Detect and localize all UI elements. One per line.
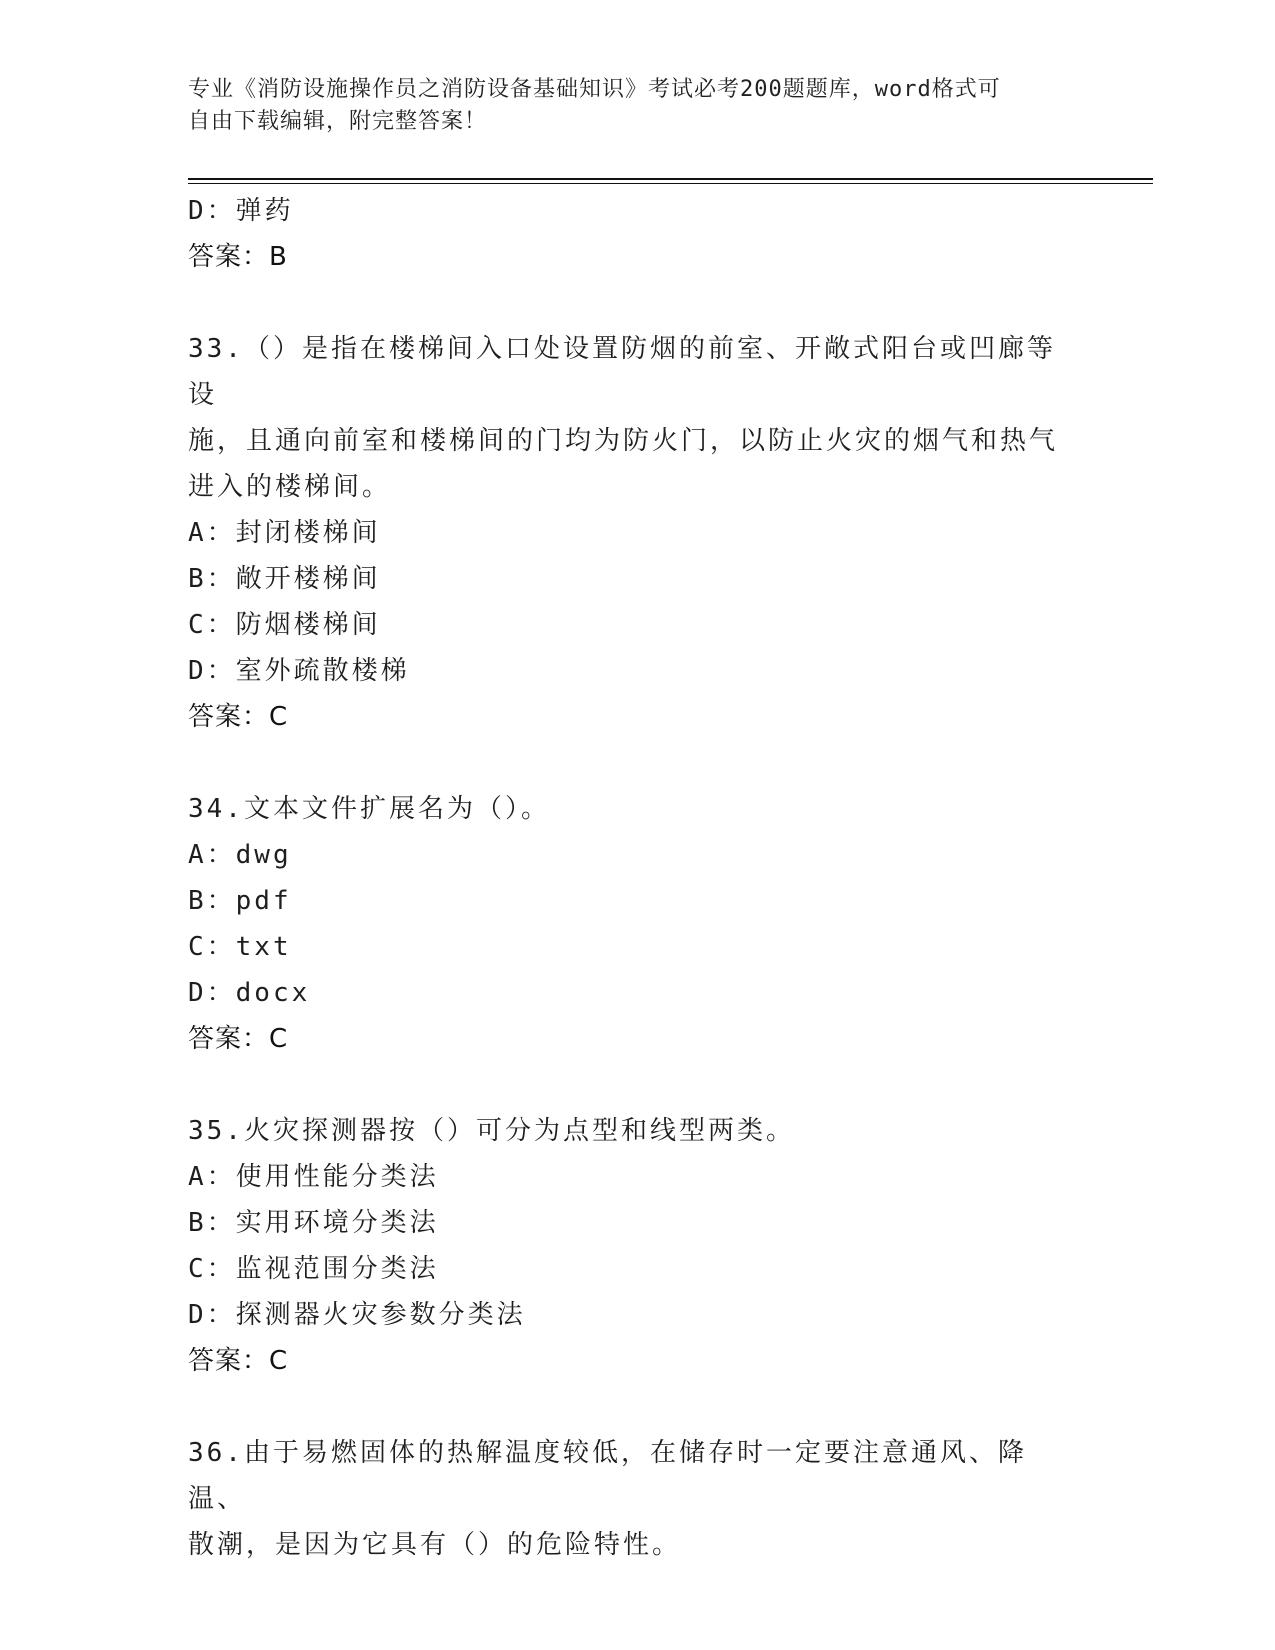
option-d: D：探测器火灾参数分类法 <box>188 1300 526 1330</box>
document-header <box>188 74 1068 138</box>
answer-line: 答案：C <box>188 702 289 732</box>
header-title-line1: 专业《消防设施操作员之消防设备基础知识》考试必考200题题库，word格式可 <box>188 77 1001 102</box>
option-d: D：室外疏散楼梯 <box>188 656 410 686</box>
option-c: C：监视范围分类法 <box>188 1254 439 1284</box>
option-a: A：dwg <box>188 840 292 870</box>
question-stem-line: 36.由于易燃固体的热解温度较低，在储存时一定要注意通风、降温、 <box>188 1438 1027 1514</box>
option-b: B：敞开楼梯间 <box>188 564 381 594</box>
question-33 <box>188 326 1088 740</box>
header-title-line2: 自由下载编辑，附完整答案！ <box>188 109 488 134</box>
prev-option-d: D：弹药 <box>188 196 294 226</box>
question-35 <box>188 1108 1088 1384</box>
document-body <box>188 188 1088 1568</box>
answer-line: 答案：C <box>188 1346 289 1376</box>
option-a: A：封闭楼梯间 <box>188 518 381 548</box>
question-stem-line: 35.火灾探测器按（）可分为点型和线型两类。 <box>188 1116 795 1146</box>
spacer <box>188 740 1088 786</box>
spacer <box>188 1062 1088 1108</box>
spacer <box>188 280 1088 326</box>
question-stem-line: 散潮，是因为它具有（）的危险特性。 <box>188 1530 682 1560</box>
answer-line: 答案：C <box>188 1024 289 1054</box>
header-divider-thick <box>188 178 1153 180</box>
option-c: C：防烟楼梯间 <box>188 610 381 640</box>
question-stem-line: 进入的楼梯间。 <box>188 472 392 502</box>
question-stem-line: 34.文本文件扩展名为（）。 <box>188 794 550 824</box>
header-divider-thin <box>188 183 1153 184</box>
option-a: A：使用性能分类法 <box>188 1162 439 1192</box>
question-stem-line: 施，且通向前室和楼梯间的门均为防火门，以防止火灾的烟气和热气 <box>188 426 1059 456</box>
option-d: D：docx <box>188 978 311 1008</box>
option-c: C：txt <box>188 932 292 962</box>
prev-answer: 答案：B <box>188 242 288 272</box>
option-b: B：实用环境分类法 <box>188 1208 439 1238</box>
spacer <box>188 1384 1088 1430</box>
option-b: B：pdf <box>188 886 292 916</box>
question-36 <box>188 1430 1088 1568</box>
question-stem-line: 33.（）是指在楼梯间入口处设置防烟的前室、开敞式阳台或凹廊等设 <box>188 334 1056 410</box>
question-34 <box>188 786 1088 1062</box>
